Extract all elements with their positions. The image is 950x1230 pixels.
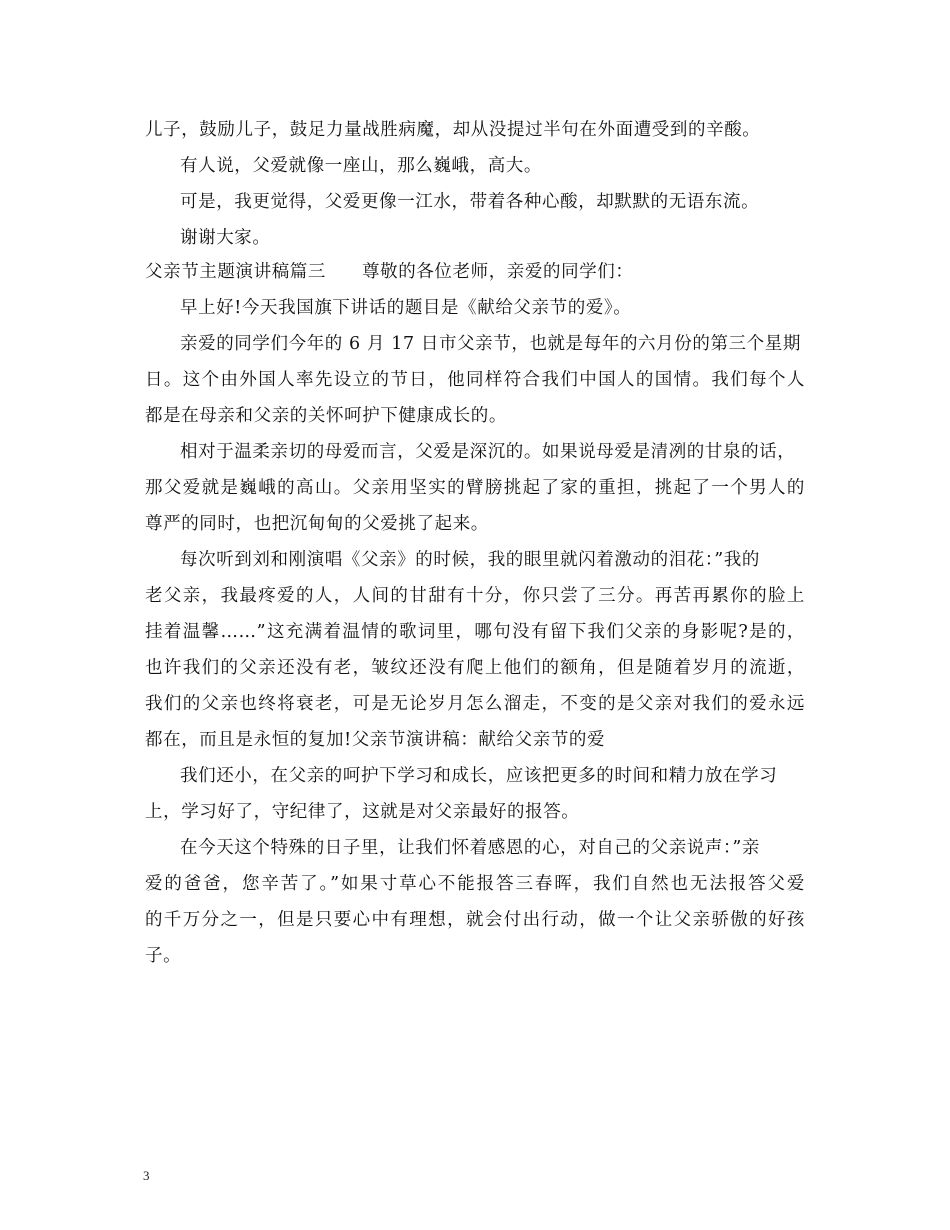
paragraph-line: 每次听到刘和刚演唱《父亲》的时候，我的眼里就闪着激动的泪花：”我的: [180, 550, 760, 570]
paragraph-line: 日。这个由外国人率先设立的节日，他同样符合我们中国人的国情。我们每个人: [145, 370, 805, 390]
paragraph-line: 子。: [145, 946, 182, 966]
paragraph-line: 挂着温馨……”这充满着温情的歌词里，哪句没有留下我们父亲的身影呢?是的，: [145, 622, 805, 642]
heading-greeting: 尊敬的各位老师，亲爱的同学们：: [362, 262, 634, 282]
page-number: 3: [143, 1168, 150, 1183]
paragraph-line: 尊严的同时，也把沉甸甸的父爱挑了起来。: [145, 514, 489, 534]
paragraph-line: 亲爱的同学们今年的 6 月 17 日市父亲节，也就是每年的六月份的第三个星期: [180, 334, 801, 354]
paragraph-line: 有人说，父爱就像一座山，那么巍峨，高大。: [180, 156, 542, 176]
paragraph-line: 爱的爸爸，您辛苦了。”如果寸草心不能报答三春晖，我们自然也无法报答父爱: [145, 874, 805, 894]
paragraph-line: 都在，而且是永恒的复加!父亲节演讲稿：献给父亲节的爱: [145, 730, 606, 750]
paragraph-line: 我们还小，在父亲的呵护下学习和成长，应该把更多的时间和精力放在学习: [180, 766, 778, 786]
paragraph-line: 早上好!今天我国旗下讲话的题目是《献给父亲节的爱》。: [180, 298, 632, 318]
paragraph-line: 老父亲，我最疼爱的人，人间的甘甜有十分，你只尝了三分。再苦再累你的脸上: [145, 586, 805, 606]
paragraph-line: 都是在母亲和父亲的关怀呵护下健康成长的。: [145, 406, 507, 426]
paragraph-line: 我们的父亲也终将衰老，可是无论岁月怎么溜走，不变的是父亲对我们的爱永远: [145, 694, 805, 714]
paragraph-line: 谢谢大家。: [180, 228, 271, 248]
paragraph-line: 可是，我更觉得，父爱更像一江水，带着各种心酸，却默默的无语东流。: [180, 192, 760, 212]
section-heading: [145, 260, 634, 284]
paragraph-line: 相对于温柔亲切的母爱而言，父爱是深沉的。如果说母爱是清冽的甘泉的话，: [180, 442, 796, 462]
paragraph-line: 也许我们的父亲还没有老，皱纹还没有爬上他们的额角，但是随着岁月的流逝，: [145, 658, 805, 678]
paragraph-line: 儿子，鼓励儿子，鼓足力量战胜病魔，却从没提过半句在外面遭受到的辛酸。: [145, 120, 761, 140]
paragraph-line: 在今天这个特殊的日子里，让我们怀着感恩的心，对自己的父亲说声：”亲: [180, 838, 760, 858]
paragraph-line: 的千万分之一，但是只要心中有理想，就会付出行动，做一个让父亲骄傲的好孩: [145, 910, 805, 930]
paragraph-line: 那父爱就是巍峨的高山。父亲用坚实的臂膀挑起了家的重担，挑起了一个男人的: [145, 478, 805, 498]
paragraph-line: 上，学习好了，守纪律了，这就是对父亲最好的报答。: [145, 802, 580, 822]
heading-title: 父亲节主题演讲稿篇三: [145, 262, 326, 282]
